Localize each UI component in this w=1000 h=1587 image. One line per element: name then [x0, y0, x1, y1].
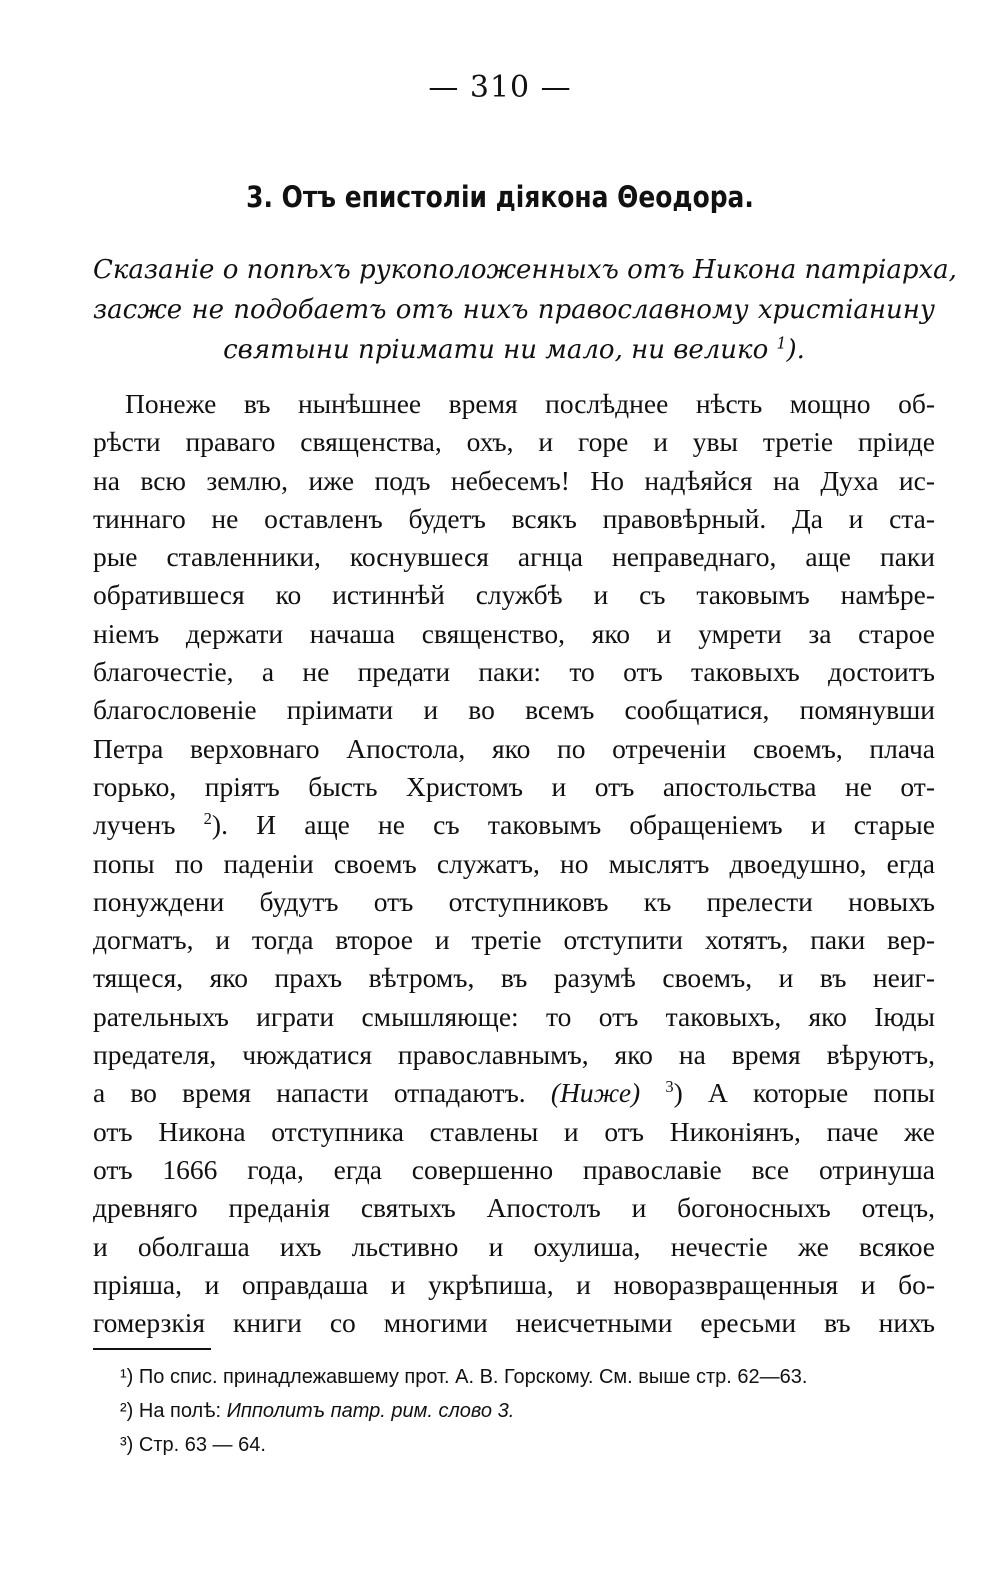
text-line: горько, пріятъ бысть Христомъ и отъ апостольства не от- — [93, 770, 935, 802]
text-line: понуждени будутъ отъ отступниковъ къ прелести новыхъ — [93, 885, 935, 917]
text-line: предателя, чюждатися православнымъ, яко на время вѣруютъ, — [93, 1039, 935, 1071]
text-line: обратившеся ко истиннѣй службѣ и съ таковымъ намѣре- — [93, 579, 935, 611]
subtitle-line: Сказаніе о попѣхъ рукоположенныхъ отъ Никона патріарха, — [93, 255, 957, 285]
footnote-1 — [120, 1360, 935, 1394]
text-line: благочестіе, а не предати паки: то отъ таковыхъ достоитъ — [93, 656, 935, 688]
footnotes — [120, 1360, 935, 1462]
text-line: попы по паденіи своемъ служатъ, но мыслятъ двоедушно, егда — [93, 847, 935, 879]
footnote-text: По спис. принадлежавшему прот. А. В. Горскому. См. выше стр. 62—63. — [138, 1366, 808, 1388]
text-line: рые ставленники, коснувшеся агнца неправеднаго, аще паки — [93, 541, 935, 573]
text-segment: ). И аще не съ таковымъ обращеніемъ и старые — [211, 809, 935, 841]
text-line: ніемъ держати начаша священство, яко и умрети за старое — [93, 617, 935, 649]
subtitle-text: ). — [786, 335, 805, 365]
footnote-text: На полѣ: — [138, 1400, 222, 1422]
text-segment: а во время напасти отпадаютъ. — [93, 1077, 526, 1109]
section-heading: 3. Отъ епистоліи діякона Θеодора. — [246, 180, 754, 214]
text-line: древняго преданія святыхъ Апостолъ и богоносныхъ отецъ, — [93, 1192, 935, 1224]
footnote-mark: ¹) — [120, 1366, 134, 1388]
text-line: пріяша, и оправдаша и укрѣпиша, и новоразвращенныя и бо- — [93, 1268, 935, 1300]
subtitle-line: засже не подобаетъ отъ нихъ православному христіанину — [93, 295, 935, 325]
footnote-3 — [120, 1428, 935, 1462]
footnote-text: Стр. 63 — 64. — [138, 1434, 266, 1456]
text-line: рѣсти праваго священства, охъ, и горе и увы третіе пріиде — [93, 426, 935, 458]
text-line: догматъ, и тогда второе и третіе отступити хотятъ, паки вер- — [93, 924, 935, 956]
body-text — [93, 385, 935, 1342]
text-line: тиннаго не оставленъ будетъ всякъ правовѣрный. Да и ста- — [93, 502, 935, 534]
text-line — [93, 1074, 935, 1112]
subtitle-line — [93, 330, 935, 370]
footnote-ref: 2 — [203, 809, 212, 829]
text-line — [93, 806, 935, 844]
subtitle-text: святыни пріимати ни мало, ни велико — [223, 335, 769, 365]
text-line: благословеніе пріимати и во всемъ сообщатися, помянувши — [93, 694, 935, 726]
text-line: на всю землю, иже подъ небесемъ! Но надѣяйся на Духа ис- — [93, 464, 935, 496]
text-segment: ) А которые попы — [673, 1077, 935, 1109]
footnote-ref: 3 — [665, 1077, 674, 1097]
text-segment-italic: (Ниже) — [550, 1077, 641, 1109]
footnote-2 — [120, 1394, 935, 1428]
text-line: рательныхъ играти смышляюще: то отъ таковыхъ, яко Іюды — [93, 1000, 935, 1032]
footnote-mark: ³) — [120, 1434, 134, 1456]
page-number: — 310 — — [428, 70, 572, 105]
text-line: Петра верховнаго Апостола, яко по отреченіи своемъ, плача — [93, 732, 935, 764]
text-line: гомерзкія книги со многими неисчетными ересьми въ нихъ — [93, 1307, 935, 1339]
text-line: тящеся, яко прахъ вѣтромъ, въ разумѣ своемъ, и въ неиг- — [93, 962, 935, 994]
text-line: отъ Никона отступника ставлены и отъ Никоніянъ, паче же — [93, 1115, 935, 1147]
text-line: и оболгаша ихъ льстивно и охулиша, нечестіе же всякое — [93, 1230, 935, 1262]
text-line: Понеже въ нынѣшнее время послѣднее нѣсть мощно об- — [125, 388, 935, 419]
footnote-text-italic: Ипполитъ патр. рим. слово 3. — [226, 1400, 515, 1422]
section-subtitle — [93, 250, 957, 370]
text-line: отъ 1666 года, егда совершенно православіе все отринуша — [93, 1153, 935, 1185]
footnote-mark: ²) — [120, 1400, 134, 1422]
footnote-ref: 1 — [776, 334, 787, 353]
footnote-divider — [93, 1348, 211, 1350]
text-segment: лученъ — [93, 809, 176, 841]
